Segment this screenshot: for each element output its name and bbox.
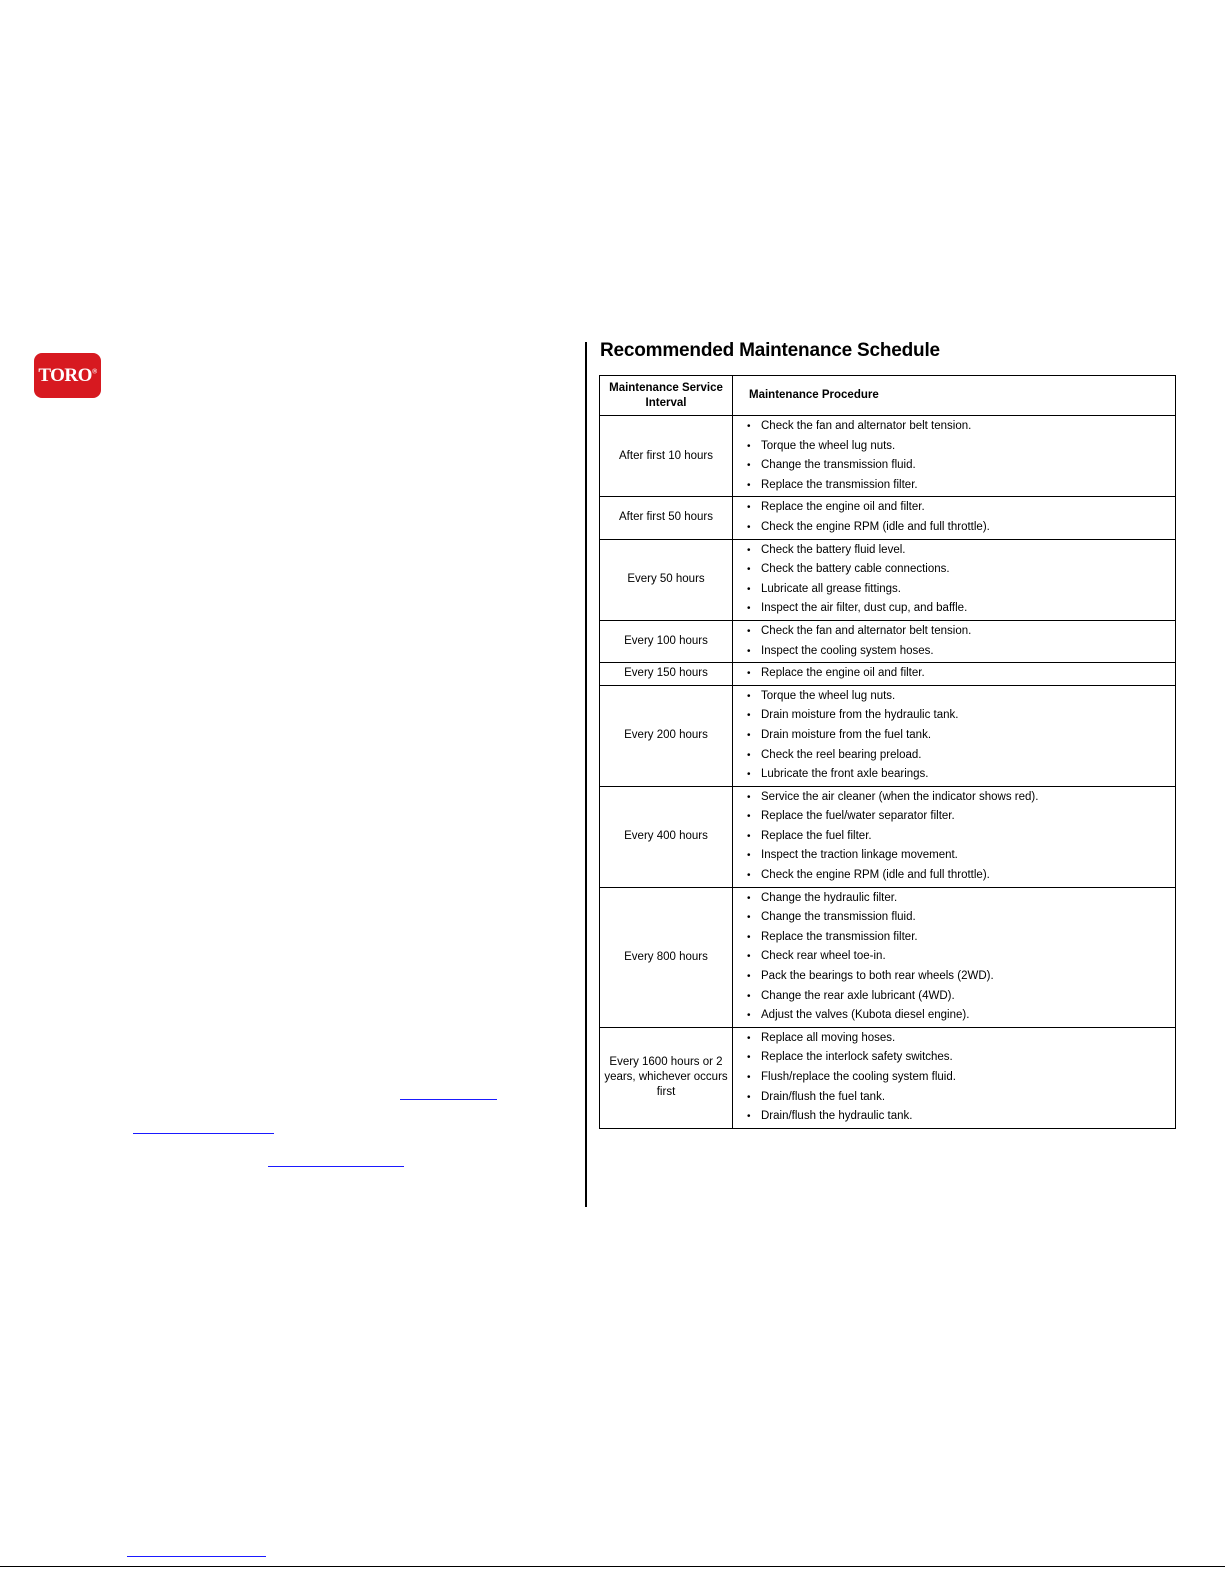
interval-cell: Every 200 hours xyxy=(600,685,733,786)
table-row xyxy=(600,786,1176,887)
procedure-item: • Check the fan and alternator belt tension. xyxy=(741,417,1171,437)
page-title: Recommended Maintenance Schedule xyxy=(600,340,940,361)
procedure-item: • Lubricate the front axle bearings. xyxy=(741,765,1171,785)
procedure-item: • Check the battery cable connections. xyxy=(741,560,1171,580)
header-interval: Maintenance Service Interval xyxy=(600,376,733,416)
procedure-item: • Torque the wheel lug nuts. xyxy=(741,437,1171,457)
procedure-item: • Check the engine RPM (idle and full throttle). xyxy=(741,866,1171,886)
procedure-item: • Inspect the traction linkage movement. xyxy=(741,846,1171,866)
column-divider xyxy=(585,342,587,1207)
procedure-item: • Drain moisture from the fuel tank. xyxy=(741,726,1171,746)
procedure-item: • Change the rear axle lubricant (4WD). xyxy=(741,987,1171,1007)
interval-cell: Every 50 hours xyxy=(600,539,733,620)
maintenance-schedule-table xyxy=(599,375,1176,1129)
procedure-item: • Replace the engine oil and filter. xyxy=(741,664,1171,684)
procedure-item: • Torque the wheel lug nuts. xyxy=(741,687,1171,707)
procedure-list xyxy=(741,541,1171,619)
interval-cell: Every 1600 hours or 2 years, whichever occurs first xyxy=(600,1027,733,1128)
procedure-item: • Replace the fuel/water separator filter. xyxy=(741,807,1171,827)
procedure-item: • Change the transmission fluid. xyxy=(741,908,1171,928)
procedure-cell xyxy=(733,1027,1176,1128)
procedure-item: • Drain/flush the hydraulic tank. xyxy=(741,1107,1171,1127)
procedure-item: • Adjust the valves (Kubota diesel engine). xyxy=(741,1006,1171,1026)
procedure-item: • Check rear wheel toe-in. xyxy=(741,947,1171,967)
procedure-list xyxy=(741,1029,1171,1127)
procedure-cell xyxy=(733,663,1176,686)
procedure-item: • Change the hydraulic filter. xyxy=(741,889,1171,909)
hyperlink-underline[interactable] xyxy=(268,1166,404,1167)
procedure-cell xyxy=(733,497,1176,539)
table-row xyxy=(600,497,1176,539)
interval-cell: Every 100 hours xyxy=(600,620,733,662)
procedure-list xyxy=(741,664,1171,684)
table-row xyxy=(600,539,1176,620)
procedure-cell xyxy=(733,786,1176,887)
procedure-item: • Replace the interlock safety switches. xyxy=(741,1048,1171,1068)
procedure-item: • Change the transmission fluid. xyxy=(741,456,1171,476)
hyperlink-underline[interactable] xyxy=(127,1556,266,1557)
procedure-list xyxy=(741,622,1171,661)
header-procedure: Maintenance Procedure xyxy=(733,376,1176,416)
procedure-item: • Drain/flush the fuel tank. xyxy=(741,1088,1171,1108)
procedure-item: • Check the fan and alternator belt tension. xyxy=(741,622,1171,642)
table-row xyxy=(600,887,1176,1027)
interval-cell: Every 800 hours xyxy=(600,887,733,1027)
table-row xyxy=(600,663,1176,686)
toro-logo-text: TORO® xyxy=(38,364,97,386)
procedure-item: • Replace all moving hoses. xyxy=(741,1029,1171,1049)
procedure-item: • Flush/replace the cooling system fluid. xyxy=(741,1068,1171,1088)
procedure-list xyxy=(741,889,1171,1026)
procedure-item: • Lubricate all grease fittings. xyxy=(741,580,1171,600)
table-row xyxy=(600,1027,1176,1128)
procedure-item: • Pack the bearings to both rear wheels (2WD). xyxy=(741,967,1171,987)
hyperlink-underline[interactable] xyxy=(400,1099,497,1100)
table-header-row xyxy=(600,376,1176,416)
procedure-item: • Service the air cleaner (when the indicator shows red). xyxy=(741,788,1171,808)
procedure-cell xyxy=(733,887,1176,1027)
interval-cell: After first 10 hours xyxy=(600,416,733,497)
interval-cell: Every 150 hours xyxy=(600,663,733,686)
procedure-item: • Inspect the air filter, dust cup, and baffle. xyxy=(741,599,1171,619)
procedure-list xyxy=(741,687,1171,785)
procedure-cell xyxy=(733,620,1176,662)
procedure-list xyxy=(741,417,1171,495)
toro-logo xyxy=(34,353,101,398)
procedure-item: • Inspect the cooling system hoses. xyxy=(741,642,1171,662)
procedure-item: • Check the engine RPM (idle and full throttle). xyxy=(741,518,1171,538)
procedure-cell xyxy=(733,416,1176,497)
table-body xyxy=(600,416,1176,1129)
interval-cell: After first 50 hours xyxy=(600,497,733,539)
procedure-list xyxy=(741,788,1171,886)
table-row xyxy=(600,416,1176,497)
procedure-item: • Check the battery fluid level. xyxy=(741,541,1171,561)
procedure-cell xyxy=(733,685,1176,786)
table-row xyxy=(600,620,1176,662)
procedure-item: • Replace the transmission filter. xyxy=(741,928,1171,948)
procedure-item: • Check the reel bearing preload. xyxy=(741,746,1171,766)
procedure-list xyxy=(741,498,1171,537)
bottom-rule xyxy=(0,1566,1225,1567)
procedure-item: • Drain moisture from the hydraulic tank. xyxy=(741,706,1171,726)
procedure-item: • Replace the engine oil and filter. xyxy=(741,498,1171,518)
procedure-item: • Replace the fuel filter. xyxy=(741,827,1171,847)
table-row xyxy=(600,685,1176,786)
interval-cell: Every 400 hours xyxy=(600,786,733,887)
procedure-item: • Replace the transmission filter. xyxy=(741,476,1171,496)
hyperlink-underline[interactable] xyxy=(133,1133,274,1134)
procedure-cell xyxy=(733,539,1176,620)
